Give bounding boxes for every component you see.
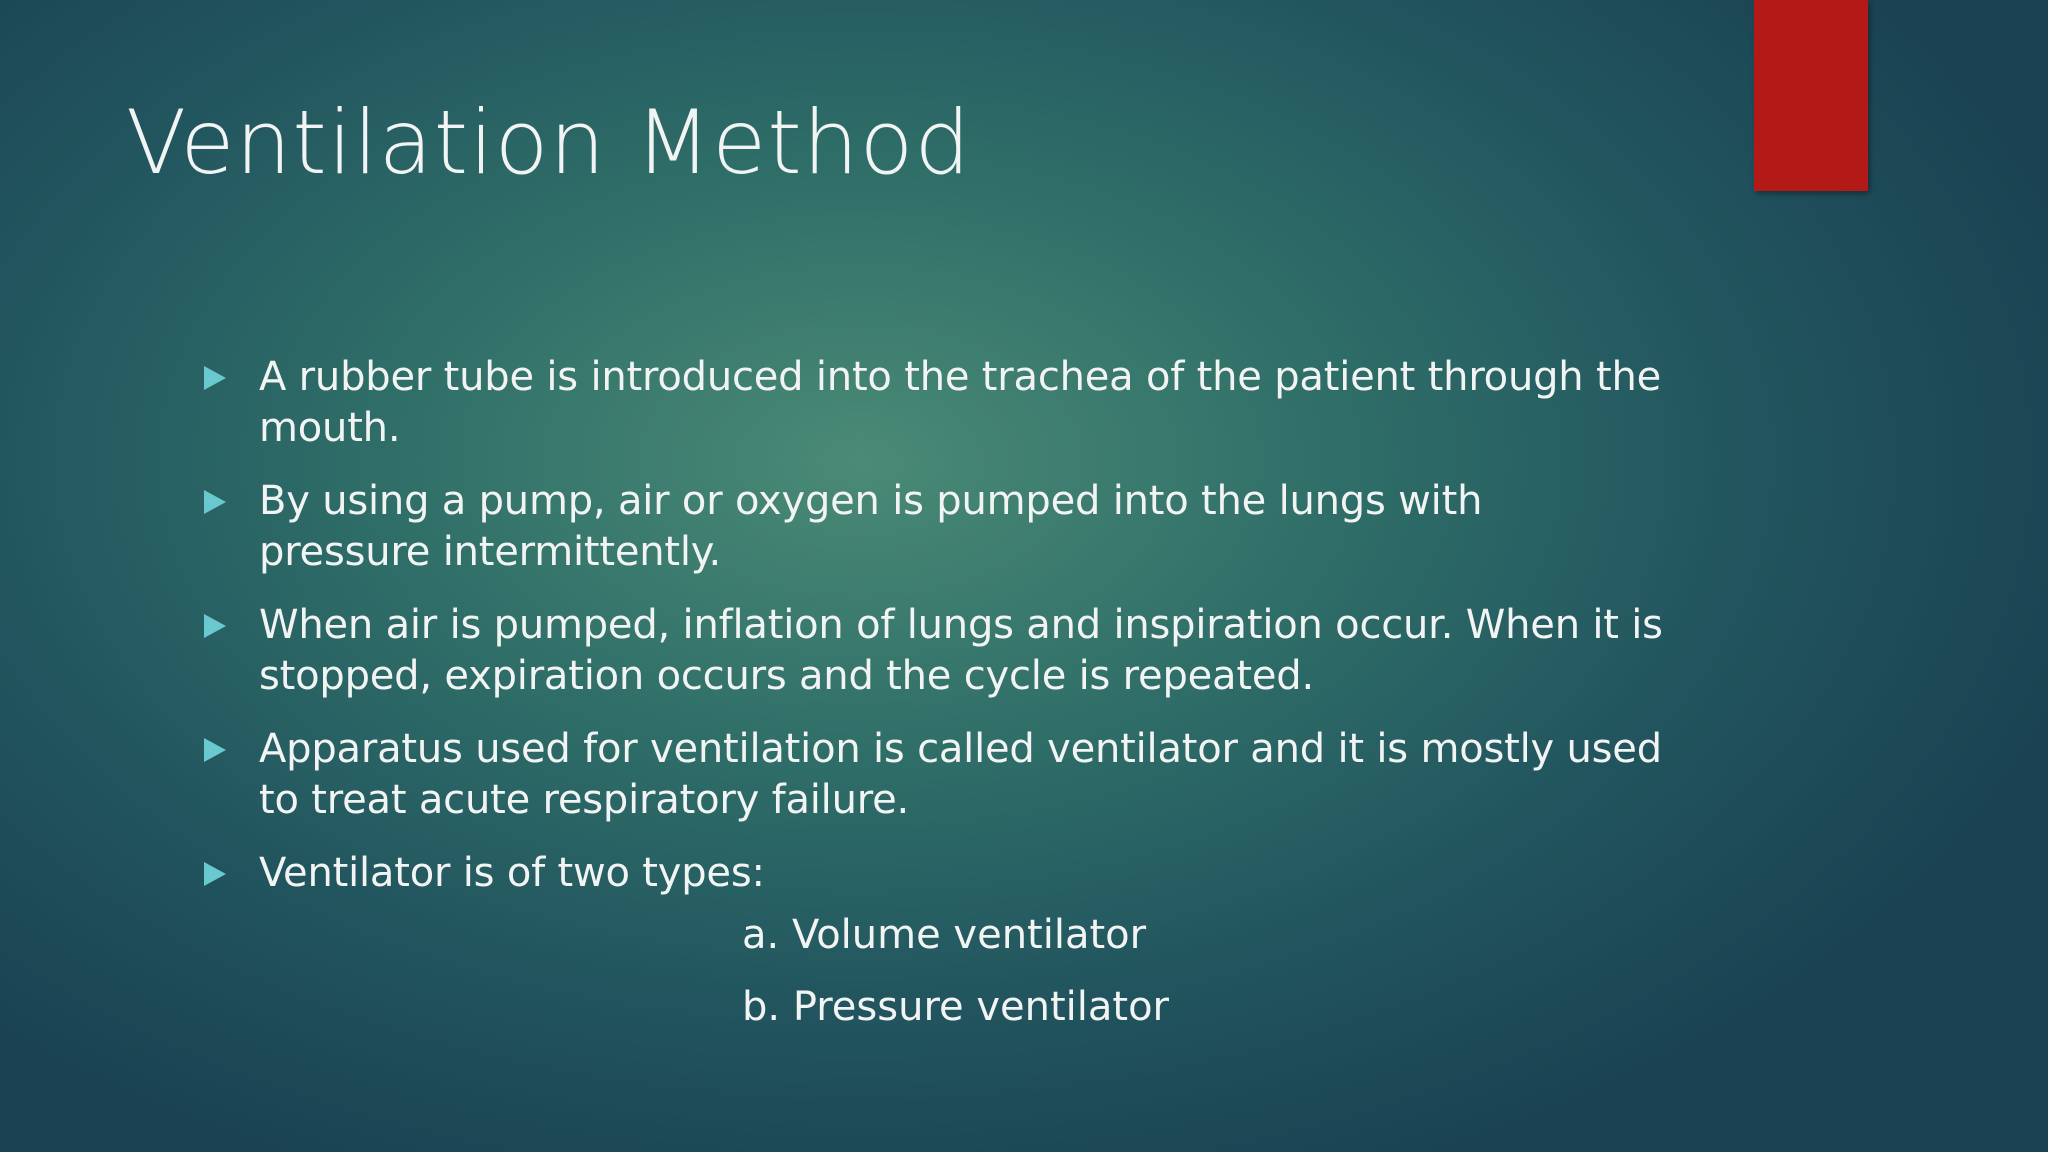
- triangle-bullet-icon: [204, 614, 226, 638]
- bullet-item: [204, 352, 1664, 454]
- triangle-bullet-icon: [204, 366, 226, 390]
- bullet-text: Apparatus used for ventilation is called ventilator and it is mostly used to treat acute respiratory failure.: [259, 726, 1662, 823]
- ventilator-types-list: [742, 910, 1169, 1054]
- bullet-item: [204, 600, 1664, 702]
- triangle-bullet-icon: [204, 490, 226, 514]
- slide-title: Ventilation Method: [126, 91, 972, 194]
- bullet-list: [204, 352, 1664, 921]
- sub-item-volume-ventilator: a. Volume ventilator: [742, 912, 1147, 958]
- bullet-text: When air is pumped, inflation of lungs and inspiration occur. When it is stopped, expiration occurs and the cycle is repeated.: [259, 602, 1663, 699]
- bullet-text: Ventilator is of two types:: [259, 850, 765, 896]
- triangle-bullet-icon: [204, 738, 226, 762]
- bullet-item: [204, 724, 1664, 826]
- bullet-text: A rubber tube is introduced into the trachea of the patient through the mouth.: [259, 354, 1662, 451]
- sub-item-pressure-ventilator: b. Pressure ventilator: [742, 984, 1169, 1030]
- red-accent-bar: [1754, 0, 1868, 191]
- triangle-bullet-icon: [204, 862, 226, 886]
- bullet-item: [204, 848, 1664, 899]
- bullet-text: By using a pump, air or oxygen is pumped into the lungs with pressure intermittently.: [259, 478, 1483, 575]
- bullet-item: [204, 476, 1664, 578]
